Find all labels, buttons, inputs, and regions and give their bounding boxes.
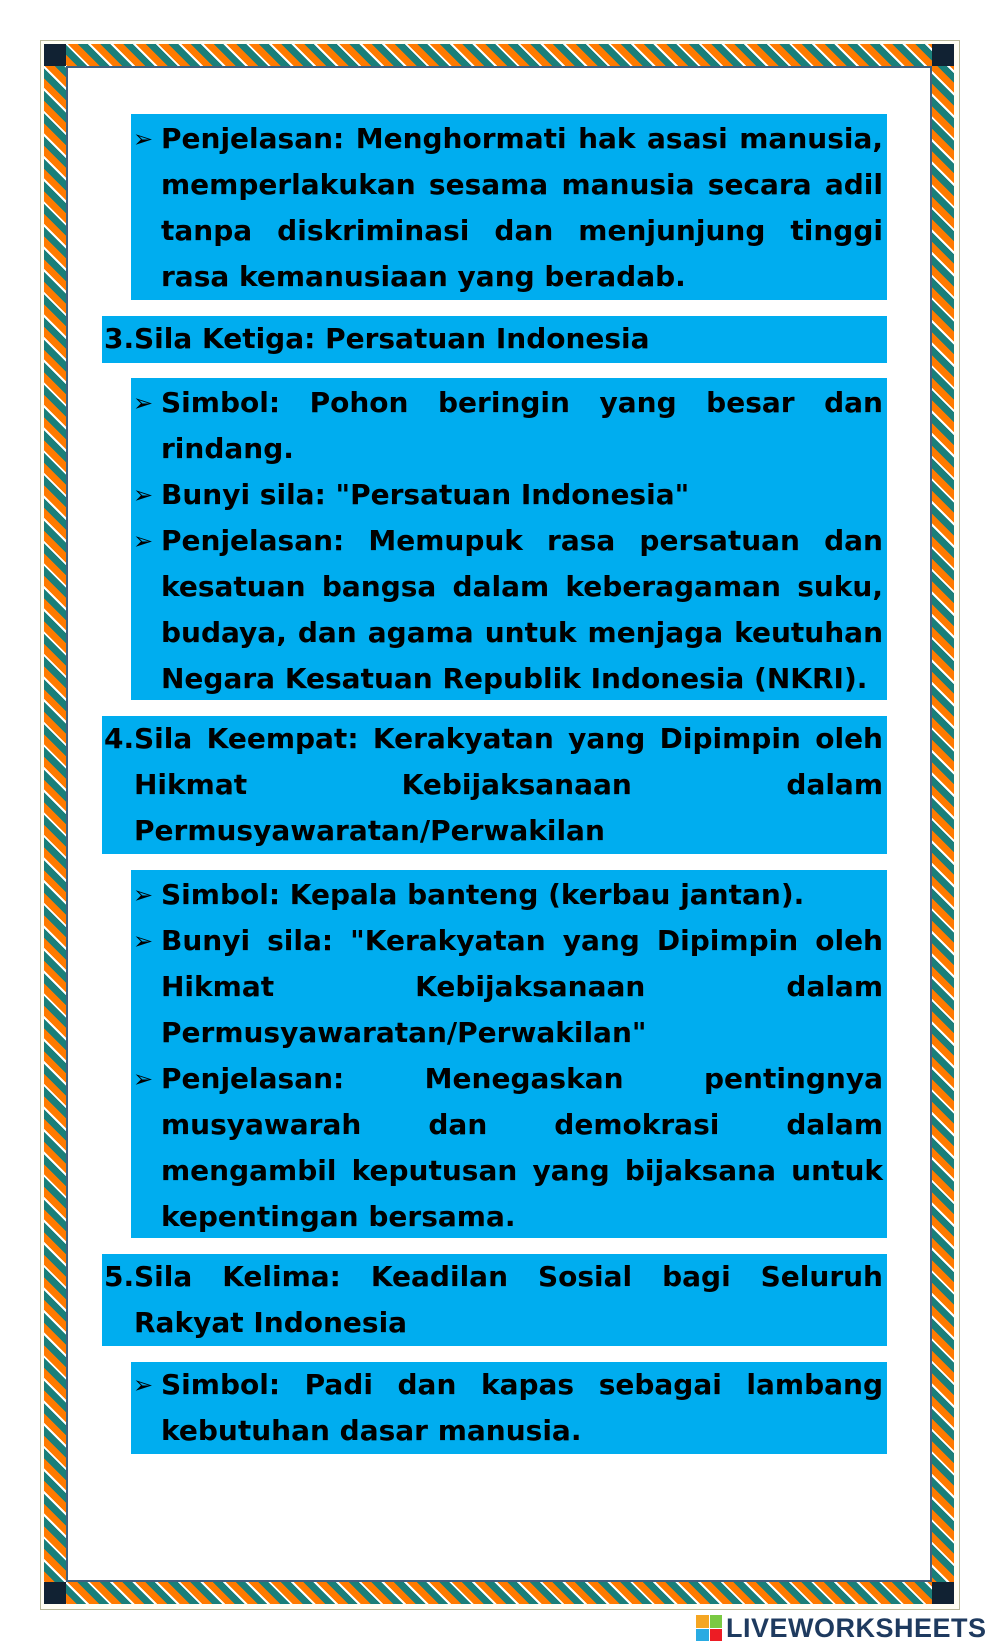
heading-title: Sila Keempat: Kerakyatan yang Dipimpin oleh Hikmat Kebijaksanaan dalam Permusyawaratan/Perwakilan: [134, 722, 883, 847]
bullet-simbol: [133, 1362, 883, 1454]
arrow-bullet-icon: ➢: [133, 481, 154, 509]
bullet-text: Kepala banteng (kerbau jantan).: [280, 878, 805, 911]
arrow-bullet-icon: ➢: [133, 1371, 154, 1399]
sila-4-bullets: [131, 870, 887, 1238]
sila-3-bullets: [131, 378, 887, 700]
bullet-label: Bunyi sila:: [161, 924, 334, 957]
sila-4-heading: [102, 716, 887, 854]
bullet-simbol: [133, 872, 883, 918]
bullet-label: Penjelasan:: [161, 122, 345, 155]
arrow-bullet-icon: ➢: [133, 389, 154, 417]
bullet-label: Penjelasan:: [161, 1062, 345, 1095]
sila-3-heading: [102, 316, 887, 363]
heading-title: Sila Ketiga: Persatuan Indonesia: [134, 322, 650, 355]
heading-number: 3.: [104, 322, 135, 355]
heading-number: 4.: [104, 722, 135, 755]
liveworksheets-logo-icon: [696, 1615, 722, 1641]
bullet-bunyi-sila: [133, 918, 883, 1056]
bullet-label: Bunyi sila:: [161, 478, 326, 511]
bullet-text: Padi dan kapas sebagai lambang kebutuhan dasar manusia.: [161, 1368, 883, 1447]
heading-number: 5.: [104, 1260, 135, 1293]
sila-5-heading: [102, 1254, 887, 1346]
bullet-text: Menghormati hak asasi manusia, memperlakukan sesama manusia secara adil tanpa diskriminasi dan menjunjung tinggi rasa kemanusiaan yang beradab.: [161, 122, 883, 293]
border-corner: [932, 44, 954, 66]
border-corner: [44, 1582, 66, 1604]
arrow-bullet-icon: ➢: [133, 527, 154, 555]
liveworksheets-watermark: [696, 1610, 987, 1646]
bullet-text: "Kerakyatan yang Dipimpin oleh Hikmat Kebijaksanaan dalam Permusyawaratan/Perwakilan": [161, 924, 883, 1049]
bullet-text: Memupuk rasa persatuan dan kesatuan bangsa dalam keberagaman suku, budaya, dan agama untuk menjaga keutuhan Negara Kesatuan Republik Indonesia (NKRI).: [161, 524, 883, 695]
bullet-label: Simbol:: [161, 1368, 281, 1401]
arrow-bullet-icon: ➢: [133, 927, 154, 955]
bullet-text: "Persatuan Indonesia": [325, 478, 690, 511]
bullet-penjelasan: [133, 116, 883, 300]
border-corner: [44, 44, 66, 66]
arrow-bullet-icon: ➢: [133, 125, 154, 153]
bullet-text: Menegaskan pentingnya musyawarah dan demokrasi dalam mengambil keputusan yang bijaksana untuk kepentingan bersama.: [161, 1062, 883, 1233]
brand-name: LIVEWORKSHEETS: [726, 1612, 987, 1643]
bullet-bunyi-sila: [133, 472, 883, 518]
border-corner: [932, 1582, 954, 1604]
bullet-label: Simbol:: [161, 386, 281, 419]
heading-title: Sila Kelima: Keadilan Sosial bagi Seluruh Rakyat Indonesia: [134, 1260, 883, 1339]
bullet-label: Penjelasan:: [161, 524, 345, 557]
bullet-text: Pohon beringin yang besar dan rindang.: [161, 386, 883, 465]
sila-5-bullets: [131, 1362, 887, 1454]
sila-2-bullets: [131, 114, 887, 300]
bullet-penjelasan: [133, 1056, 883, 1240]
bullet-simbol: [133, 380, 883, 472]
arrow-bullet-icon: ➢: [133, 881, 154, 909]
bullet-penjelasan: [133, 518, 883, 702]
bullet-label: Simbol:: [161, 878, 281, 911]
arrow-bullet-icon: ➢: [133, 1065, 154, 1093]
